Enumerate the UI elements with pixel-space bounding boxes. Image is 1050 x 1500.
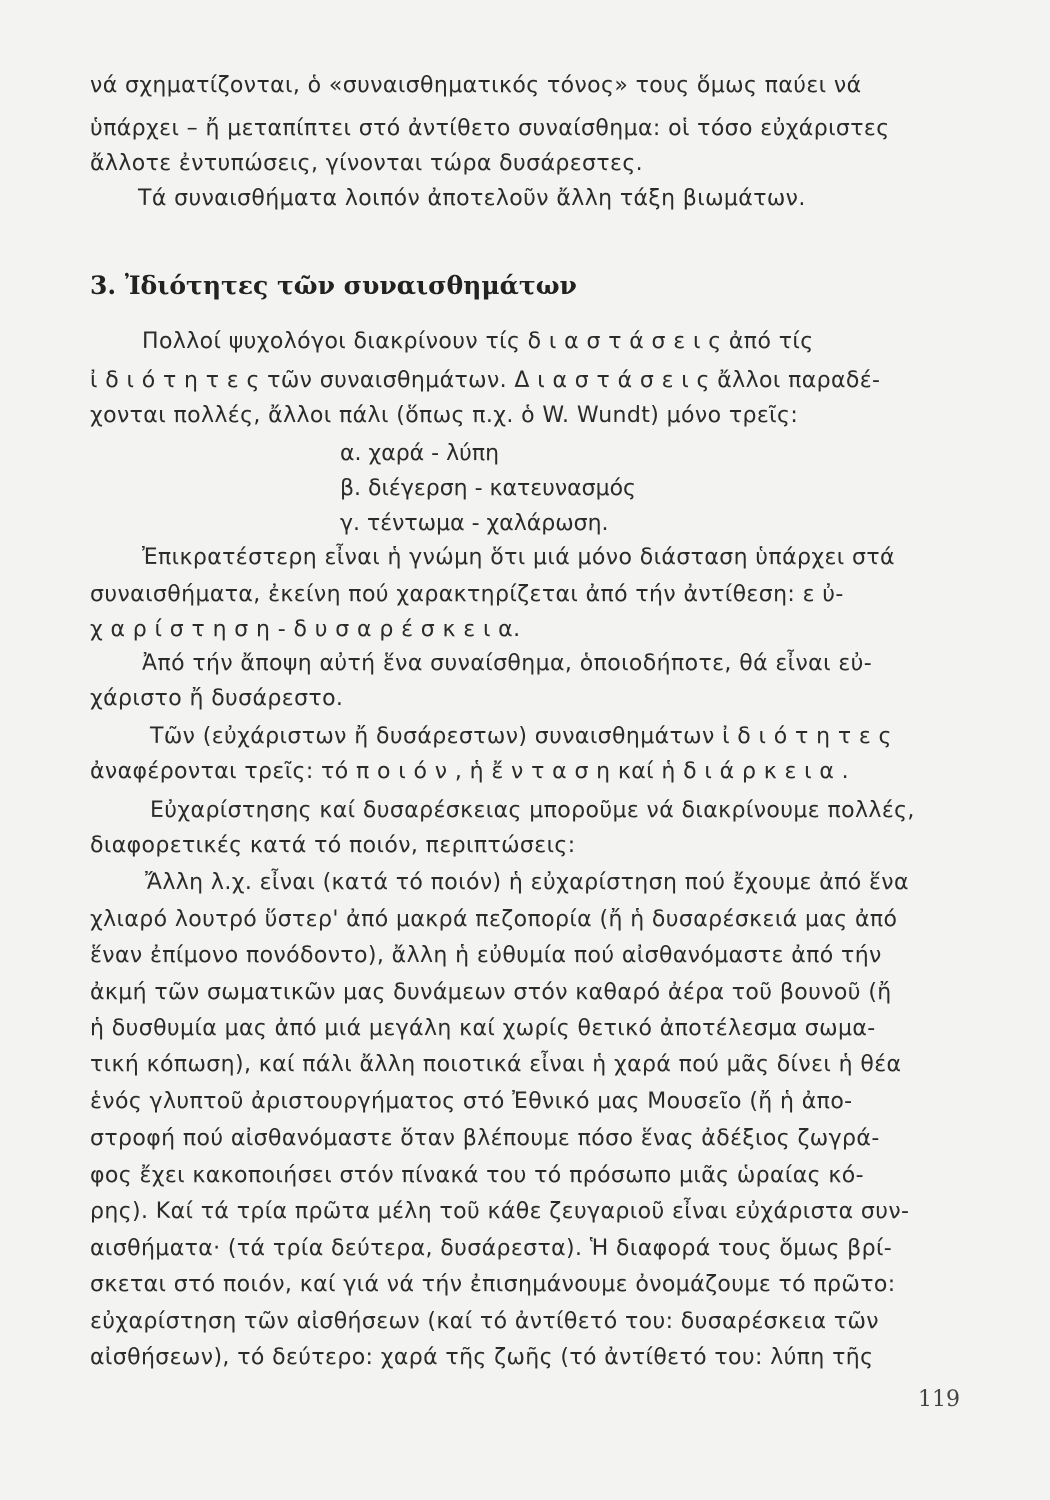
text-line-11: Ἀπό τήν ἄποψη αὐτή ἕνα συναίσθημα, ὁποιοδήποτε, θά εἶναι εὐ- [142, 651, 873, 676]
text-line-22: τική κόπωση), καί πάλι ἄλλη ποιοτικά εἶναι ἡ χαρά πού μᾶς δίνει ἡ θέα [90, 1052, 902, 1077]
text-line-30: αἰσθήσεων), τό δεύτερο: χαρά τῆς ζωῆς (τό ἀντίθετό του: λύπη τῆς [90, 1345, 874, 1370]
text-line-14: ἀναφέρονται τρεῖς: τό π ο ι ό ν , ἡ ἔ ν τ α σ η καί ἡ δ ι ά ρ κ ε ι α . [90, 759, 850, 784]
text-line-21: ἡ δυσθυμία μας ἀπό μιά μεγάλη καί χωρίς θετικό ἀποτέλεσμα σωμα- [90, 1016, 876, 1041]
text-line-5: Πολλοί ψυχολόγοι διακρίνουν τίς δ ι α σ τ ά σ ε ι ς ἀπό τίς [142, 329, 814, 354]
page-number: 119 [918, 1387, 960, 1412]
text-line-10: χ α ρ ί σ τ η σ η - δ υ σ α ρ έ σ κ ε ι α. [90, 617, 521, 642]
text-line-13: Τῶν (εὐχάριστων ἤ δυσάρεστων) συναισθημάτων ἰ δ ι ό τ η τ ε ς [150, 724, 892, 749]
text-line-19: ἕναν ἐπίμονο πονόδοντο), ἄλλη ἡ εὐθυμία πού αἰσθανόμαστε ἀπό τήν [90, 943, 882, 968]
text-line-2: ὑπάρχει – ἤ μεταπίπτει στό ἀντίθετο συναίσθημα: οἱ τόσο εὐχάριστες [90, 116, 890, 141]
text-line-20: ἀκμή τῶν σωματικῶν μας δυνάμεων στόν καθαρό ἀέρα τοῦ βουνοῦ (ἤ [90, 980, 892, 1005]
section-heading [90, 271, 577, 301]
text-line-12: χάριστο ἤ δυσάρεστο. [90, 686, 344, 711]
text-line-3: ἄλλοτε ἐντυπώσεις, γίνονται τώρα δυσάρεστες. [90, 151, 644, 176]
text-line-25: φος ἔχει κακοποιήσει στόν πίνακά του τό πρόσωπο μιᾶς ὡραίας κό- [90, 1163, 864, 1188]
text-line-29: εὐχαρίστηση τῶν αἰσθήσεων (καί τό ἀντίθετό του: δυσαρέσκεια τῶν [90, 1309, 879, 1334]
text-line-8: Ἐπικρατέστερη εἶναι ἡ γνώμη ὅτι μιά μόνο διάσταση ὑπάρχει στά [142, 545, 895, 570]
text-line-6: ἰ δ ι ό τ η τ ε ς τῶν συναισθημάτων. Δ ι α σ τ ά σ ε ι ς ἄλλοι παραδέ- [90, 368, 881, 393]
list-item-b: β. διέγερση - κατευνασμός [340, 476, 636, 501]
book-page [90, 70, 960, 1470]
list-item-a: α. χαρά - λύπη [340, 441, 500, 466]
text-line-28: σκεται στό ποιόν, καί γιά νά τήν ἐπισημάνουμε ὀνομάζουμε τό πρῶτο: [90, 1272, 896, 1297]
section-title: Ἰδιότητες τῶν συναισθημάτων [124, 271, 577, 300]
section-number: 3. [90, 271, 117, 300]
text-line-18: χλιαρό λουτρό ὕστερ' ἀπό μακρά πεζοπορία (ἤ ἡ δυσαρέσκειά μας ἀπό [90, 907, 898, 932]
text-line-15: Εὐχαρίστησης καί δυσαρέσκειας μποροῦμε νά διακρίνουμε πολλές, [150, 798, 915, 823]
text-line-23: ἑνός γλυπτοῦ ἀριστουργήματος στό Ἐθνικό μας Μουσεῖο (ἤ ἡ ἀπο- [90, 1089, 853, 1114]
text-line-17: Ἄλλη λ.χ. εἶναι (κατά τό ποιόν) ἡ εὐχαρίστηση πού ἔχουμε ἀπό ἕνα [145, 870, 909, 895]
text-line-27: αισθήματα· (τά τρία δεύτερα, δυσάρεστα). Ἡ διαφορά τους ὅμως βρί- [90, 1236, 893, 1261]
text-line-4: Τά συναισθήματα λοιπόν ἀποτελοῦν ἄλλη τάξη βιωμάτων. [138, 186, 806, 211]
text-line-9: συναισθήματα, ἐκείνη πού χαρακτηρίζεται ἀπό τήν ἀντίθεση: ε ὐ- [90, 582, 844, 607]
list-item-c: γ. τέντωμα - χαλάρωση. [340, 511, 609, 536]
text-line-16: διαφορετικές κατά τό ποιόν, περιπτώσεις: [90, 833, 576, 858]
text-line-24: στροφή πού αἰσθανόμαστε ὅταν βλέπουμε πόσο ἕνας ἀδέξιος ζωγρά- [90, 1126, 880, 1151]
text-line-7: χονται πολλές, ἄλλοι πάλι (ὅπως π.χ. ὁ W. Wundt) μόνο τρεῖς: [90, 403, 799, 428]
text-line-26: ρης). Καί τά τρία πρῶτα μέλη τοῦ κάθε ζευγαριοῦ εἶναι εὐχάριστα συν- [90, 1199, 910, 1224]
text-line-1: νά σχηματίζονται, ὁ «συναισθηματικός τόνος» τους ὅμως παύει νά [90, 73, 862, 98]
